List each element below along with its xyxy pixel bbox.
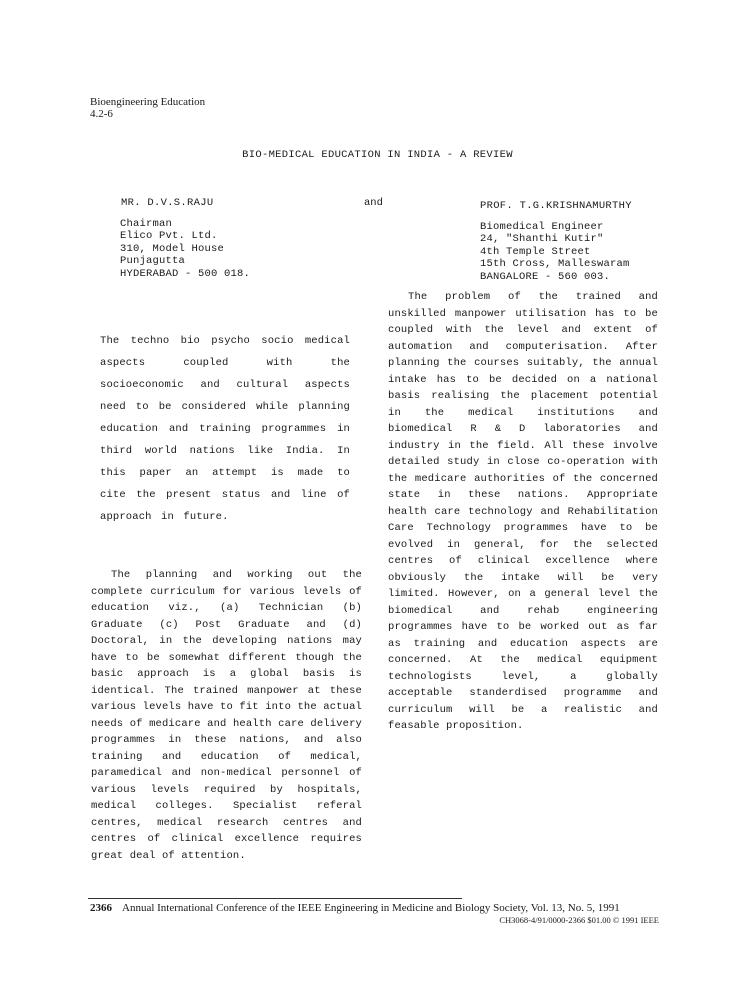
author1-address [120,218,250,280]
conference-citation: Annual International Conference of the IEEE Engineering in Medicine and Biology Society, Vol. 13, No. 5, 1991 [122,902,620,914]
address-line: HYDERABAD - 500 018. [120,267,251,280]
abstract: The techno bio psycho socio medical aspects coupled with the socioeconomic and cultural aspects need to be considered while planning education and training programmes in third world nations like India. In this paper an attempt is made to cite the present status and line of approach in future. [100,335,350,523]
section-name: Bioengineering Education [90,96,206,108]
address-line: Biomedical Engineer [480,221,604,233]
address-line: Chairman [120,218,173,230]
section-number: 4.2-6 [90,108,113,120]
address-line: 15th Cross, Malleswaram [480,258,630,271]
author1-name: MR. D.V.S.RAJU [121,197,214,209]
section-header [90,96,205,120]
address-line: 4th Temple Street [480,245,591,258]
address-line: 24, "Shanthi Kutir" [480,233,604,246]
author2-address [480,221,630,283]
address-line: Punjagutta [120,255,186,268]
footer-rule [88,898,462,899]
author-conjunction: and [364,197,383,209]
body-left-column: The planning and working out the complete curriculum for various levels of education viz., (a) Technician (b) Graduate (c) Post Graduate and (d) Doctoral, in the developing nations may have to be somewhat different though the basic approach is a global basis is identical. The trained manpower at these various levels have to fit into the actual needs of medicare and health care delivery programmes in these nations, and also training and education of medical, paramedical and non-medical personnel of various levels required by hospitals, medical colleges. Specialist referal centres, medical research centres and centres of clinical excellence requires great deal of attention. [91,569,362,862]
page-number: 2366 [90,902,112,914]
paper-title: BIO-MEDICAL EDUCATION IN INDIA - A REVIEW [242,149,513,161]
address-line: 310, Model House [120,242,225,255]
body-right-column: The problem of the trained and unskilled manpower utilisation has to be coupled with the level and extent of automation and computerisation. After planning the courses suitably, the annual intake has to be decided on a national basis realising the placement potential in the medical institutions and biomedical R & D laboratories and industry in the field. All these involve detailed study in close co-operation with the medicare authorities of the concerned state in these nations. Appropriate health care technology and Rehabilitation Care Technology programmes have to be evolved in general, for the selected centres of clinical excellence where obviously the intake will be very limited. However, on a general level the biomedical and rehab engineering programmes have to be worked out as far as training and education aspects are concerned. At the medical equipment technologists level, a globally acceptable standerdised programme and curriculum will be a realistic and feasable proposition. [388,291,658,732]
address-line: Elico Pvt. Ltd. [120,230,218,243]
copyright-code: CH3068-4/91/0000-2366 $01.00 © 1991 IEEE [499,915,659,925]
footer-line [90,902,620,914]
address-line: BANGALORE - 560 003. [480,270,611,283]
author2-name: PROF. T.G.KRISHNAMURTHY [480,200,632,212]
